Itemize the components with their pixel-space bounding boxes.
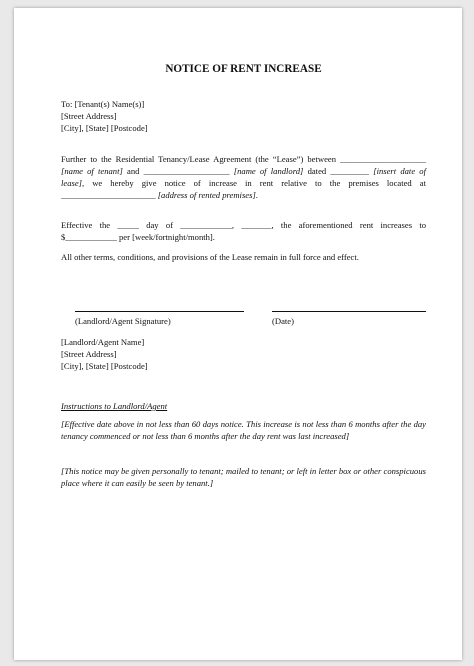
instructions-heading: Instructions to Landlord/Agent — [61, 401, 168, 411]
landlord-name-hint: [name of landlord] — [233, 166, 304, 176]
landlord-name-line: [Landlord/Agent Name] — [61, 337, 145, 347]
tenant-city-line: [City], [State] [Postcode] — [61, 123, 148, 133]
tenant-address-block — [61, 98, 426, 134]
instructions-delivery: [This notice may be given personally to tenant; mailed to tenant; or left in letter box or other conspicuous place where it can easily be seen by tenant.] — [61, 466, 426, 488]
effective-month-blank: ____________ — [180, 220, 232, 230]
landlord-street-line: [Street Address] — [61, 349, 117, 359]
terms-paragraph: All other terms, conditions, and provisions of the Lease remain in full force and effect. — [61, 252, 359, 262]
effective-year-blank: _______ — [241, 220, 272, 230]
rent-amount-blank: ____________ — [65, 232, 117, 242]
tenant-name-blank: ____________________ — [340, 154, 426, 164]
date-label: (Date) — [272, 316, 294, 326]
signature-label: (Landlord/Agent Signature) — [75, 316, 171, 326]
tenant-name-hint: [name of tenant] — [61, 166, 123, 176]
signature-line — [75, 311, 244, 312]
tenant-name-line: To: [Tenant(s) Name(s)] — [61, 99, 145, 109]
instructions-notice-period: [Effective date above in not less than 60 days notice. This increase is not less than 6 months after the day tenancy commenced or not less than 6 months after the day rent was last increased] — [61, 419, 426, 441]
effective-day-blank: _____ — [117, 220, 139, 230]
premises-address-hint: [address of rented premises] — [157, 190, 256, 200]
lease-paragraph: Further to the Residential Tenancy/Lease Agreement (the “Lease”) between ____________________ [name of tenant] and ____________________ [name of landlord] dated _________ [insert date of lease], we hereby give notice of increase in rent relative to the premises located at ______________________ [address of rented premises]. — [61, 154, 426, 200]
premises-address-blank: ______________________ — [61, 190, 156, 200]
document-title: NOTICE OF RENT INCREASE — [165, 63, 322, 75]
landlord-address-block — [61, 336, 426, 372]
landlord-name-blank: ____________________ — [143, 166, 230, 176]
landlord-city-line: [City], [State] [Postcode] — [61, 361, 148, 371]
document-page — [14, 8, 462, 660]
lease-date-hint: [insert date of lease] — [61, 166, 426, 188]
lease-date-blank: _________ — [330, 166, 370, 176]
tenant-street-line: [Street Address] — [61, 111, 117, 121]
date-line — [272, 311, 426, 312]
effective-date-paragraph: Effective the _____ day of ____________, _______, the aforementioned rent increases to $____________ per [week/fortnight/month]. — [61, 220, 427, 242]
